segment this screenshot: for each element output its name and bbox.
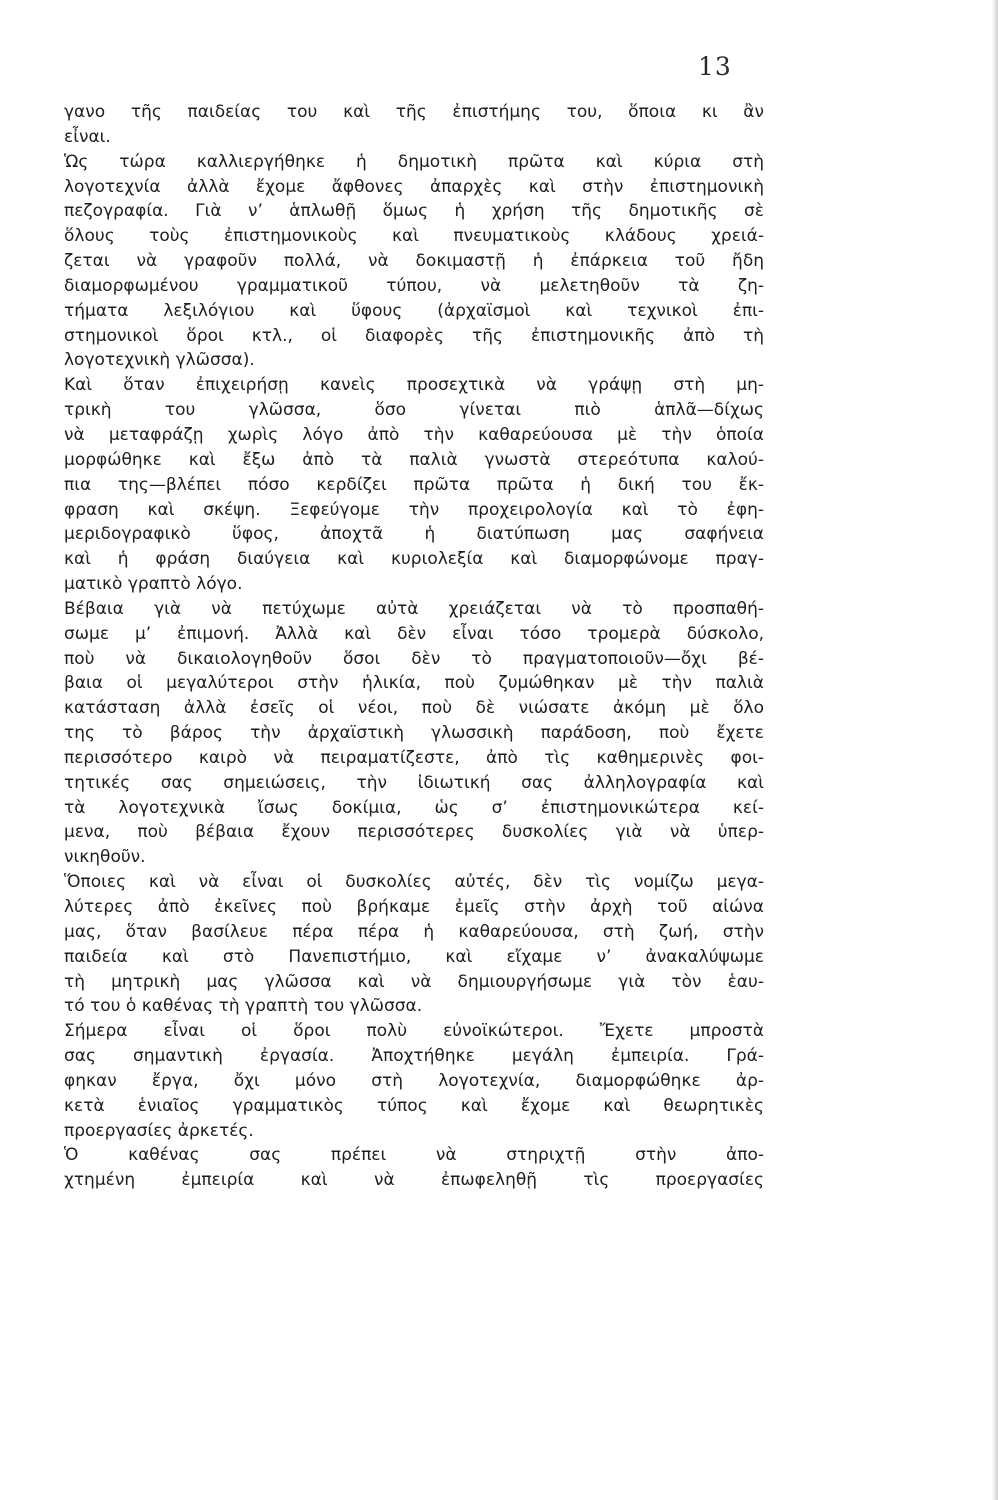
text-line: λύτερες ἀπὸ ἐκεῖνες ποὺ βρήκαμε ἐμεῖς στὴν ἀρχὴ τοῦ αἰώνα	[64, 897, 764, 917]
text-line: μας, ὅταν βασίλευε πέρα πέρα ἡ καθαρεύουσα, στὴ ζωή, στὴν	[64, 921, 764, 942]
page-edge-shadow	[992, 0, 998, 1500]
text-line: τήματα λεξιλόγιου καὶ ὕφους (ἀρχαϊσμοὶ καὶ τεχνικοὶ ἐπι-	[64, 300, 764, 321]
text-line: λογοτεχνικὴ γλῶσσα).	[64, 350, 255, 371]
text-line: καὶ ἡ φράση διαύγεια καὶ κυριολεξία καὶ διαμορφώνομε πραγ-	[64, 549, 764, 570]
text-line: παιδεία καὶ στὸ Πανεπιστήμιο, καὶ εἴχαμε ν’ ἀνακαλύψωμε	[64, 946, 764, 967]
text-line: κατάσταση ἀλλὰ ἐσεῖς οἱ νέοι, ποὺ δὲ νιώσατε ἀκόμη μὲ ὅλο	[64, 698, 764, 719]
text-line: Σήμερα εἶναι οἱ ὅροι πολὺ εὐνοϊκώτεροι. Ἔχετε μπροστὰ	[64, 1021, 764, 1042]
text-line: λογοτεχνία ἀλλὰ ἔχομε ἄφθονες ἀπαρχὲς καὶ στὴν ἐπιστημονικὴ	[64, 176, 764, 197]
text-line: φραση καὶ σκέψη. Ξεφεύγομε τὴν προχειρολογία καὶ τὸ ἐφη-	[64, 499, 764, 520]
text-line: τρικὴ του γλῶσσα, ὅσο γίνεται πιὸ ἁπλᾶ—δίχως	[64, 400, 764, 421]
page-text	[64, 100, 764, 1193]
text-line: ζεται νὰ γραφοῦν πολλά, νὰ δοκιμαστῇ ἡ ἐπάρκεια τοῦ ἤδη	[64, 251, 764, 272]
text-line: σωμε μ’ ἐπιμονή. Ἀλλὰ καὶ δὲν εἶναι τόσο τρομερὰ δύσκολο,	[64, 623, 764, 644]
text-line: Ὡς τώρα καλλιεργήθηκε ἡ δημοτικὴ πρῶτα καὶ κύρια στὴ	[64, 151, 764, 172]
text-line: μορφώθηκε καὶ ἔξω ἀπὸ τὰ παλιὰ γνωστὰ στερεότυπα καλού-	[64, 449, 764, 470]
text-line: ὅλους τοὺς ἐπιστημονικοὺς καὶ πνευματικοὺς κλάδους χρειά-	[64, 226, 764, 247]
text-line: τητικές σας σημειώσεις, τὴν ἰδιωτική σας ἀλληλογραφία καὶ	[64, 772, 764, 793]
text-line: Ὅποιες καὶ νὰ εἶναι οἱ δυσκολίες αὐτές, δὲν τὶς νομίζω μεγα-	[64, 872, 764, 893]
text-line: ματικὸ γραπτὸ λόγο.	[64, 574, 243, 595]
text-line: εἶναι.	[64, 126, 111, 147]
text-line: πεζογραφία. Γιὰ ν’ ἁπλωθῇ ὅμως ἡ χρήση τῆς δημοτικῆς σὲ	[64, 201, 764, 222]
text-line: Βέβαια γιὰ νὰ πετύχωμε αὐτὰ χρειάζεται νὰ τὸ προσπαθή-	[64, 598, 764, 619]
text-line: της τὸ βάρος τὴν ἀρχαϊστικὴ γλωσσικὴ παράδοση, ποὺ ἔχετε	[64, 723, 764, 744]
text-line: στημονικοὶ ὅροι κτλ., οἱ διαφορὲς τῆς ἐπιστημονικῆς ἀπὸ τὴ	[64, 325, 764, 346]
text-line: περισσότερο καιρὸ νὰ πειραματίζεστε, ἀπὸ τὶς καθημερινὲς φοι-	[64, 747, 764, 768]
text-line: μεριδογραφικὸ ὕφος, ἀποχτᾶ ἡ διατύπωση μας σαφήνεια	[64, 524, 764, 545]
text-line: κετὰ ἑνιαῖος γραμματικὸς τύπος καὶ ἔχομε καὶ θεωρητικὲς	[64, 1095, 764, 1116]
text-line: γανο τῆς παιδείας του καὶ τῆς ἐπιστήμης του, ὅποια κι ἂν	[64, 102, 764, 122]
text-line: σας σημαντικὴ ἐργασία. Ἀποχτήθηκε μεγάλη ἐμπειρία. Γρά-	[64, 1046, 764, 1067]
text-line: νικηθοῦν.	[64, 847, 146, 868]
text-line: νὰ μεταφράζῃ χωρὶς λόγο ἀπὸ τὴν καθαρεύουσα μὲ τὴν ὁποία	[64, 424, 764, 445]
text-line: διαμορφωμένου γραμματικοῦ τύπου, νὰ μελετηθοῦν τὰ ζη-	[64, 275, 764, 296]
text-line: τὰ λογοτεχνικὰ ἴσως δοκίμια, ὡς σ’ ἐπιστημονικώτερα κεί-	[64, 797, 764, 818]
text-line: Ὁ καθένας σας πρέπει νὰ στηριχτῇ στὴν ἀπο-	[64, 1145, 764, 1166]
text-line: Καὶ ὅταν ἐπιχειρήσῃ κανεὶς προσεχτικὰ νὰ γράψῃ στὴ μη-	[64, 375, 764, 396]
page-number: 13	[698, 52, 732, 81]
text-line: τό του ὁ καθένας τὴ γραπτὴ του γλῶσσα.	[64, 996, 423, 1017]
text-line: ποὺ νὰ δικαιολογηθοῦν ὅσοι δὲν τὸ πραγματοποιοῦν—ὄχι βέ-	[64, 648, 764, 669]
text-line: χτημένη ἐμπειρία καὶ νὰ ἐπωφεληθῇ τὶς προεργασίες	[64, 1170, 764, 1191]
text-line: βαια οἱ μεγαλύτεροι στὴν ἡλικία, ποὺ ζυμώθηκαν μὲ τὴν παλιὰ	[64, 673, 764, 694]
text-line: τὴ μητρικὴ μας γλῶσσα καὶ νὰ δημιουργήσωμε γιὰ τὸν ἑαυ-	[64, 971, 764, 992]
text-line: προεργασίες ἀρκετές.	[64, 1120, 254, 1141]
text-line: μενα, ποὺ βέβαια ἔχουν περισσότερες δυσκολίες γιὰ νὰ ὑπερ-	[64, 822, 764, 843]
text-line: πια της—βλέπει πόσο κερδίζει πρῶτα πρῶτα ἡ δική του ἔκ-	[64, 474, 764, 495]
text-line: φηκαν ἔργα, ὄχι μόνο στὴ λογοτεχνία, διαμορφώθηκε ἀρ-	[64, 1070, 764, 1091]
